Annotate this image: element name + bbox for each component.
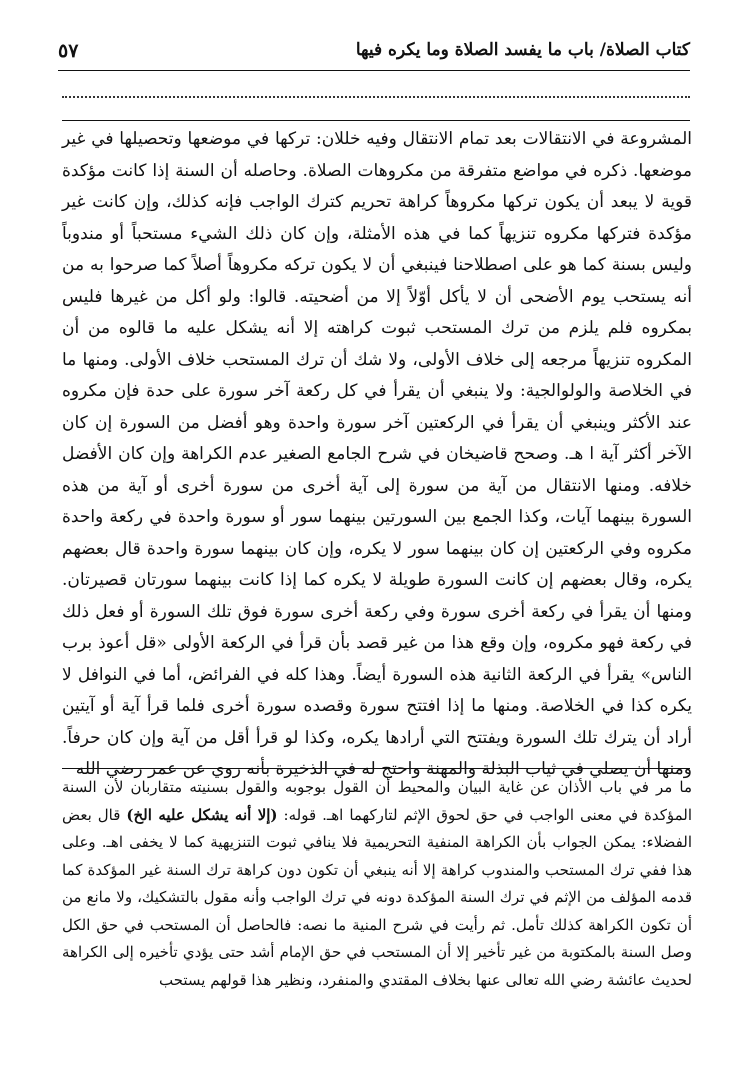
section-divider bbox=[62, 120, 690, 121]
footnotes-body bbox=[62, 774, 692, 994]
main-text-body: المشروعة في الانتقالات بعد تمام الانتقال وفيه خللان: تركها في موضعها وتحصيلها في غير موضعها. ذكره في مواضع متفرقة من مكروهات الصلاة. وحاصله أن السنة إذا كانت مؤكدة قوية لا يبعد أن يكون تركها مكروهاً كراهة تحريم كترك الواجب فإنه كذلك، وإن كانت غير مؤكدة فتركها مكروه تنزيهاً كما في هذه الأمثلة، وإن كان ذلك الشيء مستحباً أو مندوباً وليس بسنة كما هو على اصطلاحنا فينبغي أن لا يكون تركه مكروهاً أصلاً كما صرحوا به من أنه يستحب يوم الأضحى أن لا يأكل أوّلاً إلا من أضحيته. قالوا: ولو أكل من غيرها فليس بمكروه فلم يلزم من ترك المستحب ثبوت كراهته إلا أنه يشكل عليه ما قالوه من أن المكروه تنزيهاً مرجعه إلى خلاف الأولى، ولا شك أن ترك المستحب خلاف الأولى. ومنها ما في الخلاصة والولوالجية: ولا ينبغي أن يقرأ في كل ركعة آخر سورة على حدة فإن مكروه عند الأكثر وينبغي أن يقرأ في الركعتين آخر سورة واحدة وهو أفضل من السورة إن كان الآخر أكثر آية ا هـ. وصحح قاضيخان في شرح الجامع الصغير عدم الكراهة وإن كان الأفضل خلافه. ومنها الانتقال من آية من سورة إلى آية أخرى من سورة أخرى أو آية من هذه السورة بينهما آيات، وكذا الجمع بين السورتين بينهما سور أو سورة واحدة في ركعة واحدة مكروه وفي الركعتين إن كان بينهما سور لا يكره، وإن كان بينهما سورة واحدة قال بعضهم يكره، وقال بعضهم إن كانت السورة طويلة لا يكره كما إذا كانت بينهما سورتان قصيرتان. ومنها أن يقرأ في ركعة أخرى سورة وفي ركعة أخرى سورة فوق تلك السورة أو فعل ذلك في ركعة فهو مكروه، وإن وقع هذا من غير قصد بأن قرأ في الركعة الأولى «قل أعوذ برب الناس» يقرأ في الركعة الثانية هذه السورة أيضاً. وهذا كله في الفرائض، أما في النوافل لا يكره كذا في الخلاصة. ومنها ما إذا افتتح سورة وقصده سورة أخرى فلما قرأ آية أو آيتين أراد أن يترك تلك السورة ويفتتح التي أرادها يكره، وكذا لو قرأ أقل من آية وإن كان حرفاً. ومنها أن يصلي في ثياب البذلة والمهنة واحتج له في الذخيرة بأنه روي عن عمر رضي الله bbox=[62, 129, 692, 779]
page-number: ٥٧ bbox=[58, 40, 79, 62]
footnote-text-part1: ما مر في باب الأذان عن غاية البيان والمحيط أن القول بوجوبه والقول بسنيته متقاربان لأن السنة المؤكدة في معنى الواجب في حق لحوق الإثم لتاركهما اهـ. قوله: bbox=[62, 778, 693, 824]
header-divider bbox=[58, 70, 690, 71]
page-header bbox=[58, 40, 690, 68]
footnote-divider bbox=[62, 768, 690, 769]
running-title: كتاب الصلاة/ باب ما يفسد الصلاة وما يكره فيها bbox=[355, 40, 690, 60]
footnote-quoted-phrase: (إلا أنه يشكل عليه الخ) bbox=[126, 805, 278, 824]
dotted-divider bbox=[62, 96, 690, 98]
footnote-text-part2: قال بعض الفضلاء: يمكن الجواب بأن الكراهة المنفية التحريمية فلا ينافي ثبوت التنزيهية كما لا يخفى اهـ. وعلى هذا ففي ترك المستحب والمندوب كراهة إلا أنه ينبغي أن تكون دون كراهة ترك السنة غير المؤكدة كما قدمه المؤلف من الإثم في ترك السنة المؤكدة دونه في ترك الواجب وأنه مقول بالتشكيك، ولا مانع من أن تكون الكراهة كذلك تأمل. ثم رأيت في شرح المنية ما نصه: فالحاصل أن المستحب في حق الكل وصل السنة بالمكتوبة من غير تأخير إلا أن المستحب في حق الإمام أشد حتى يؤدي تأخيره إلى الكراهة لحديث عائشة رضي الله تعالى عنها بخلاف المقتدي والمنفرد، ونظير هذا قولهم يستحب bbox=[62, 805, 692, 989]
